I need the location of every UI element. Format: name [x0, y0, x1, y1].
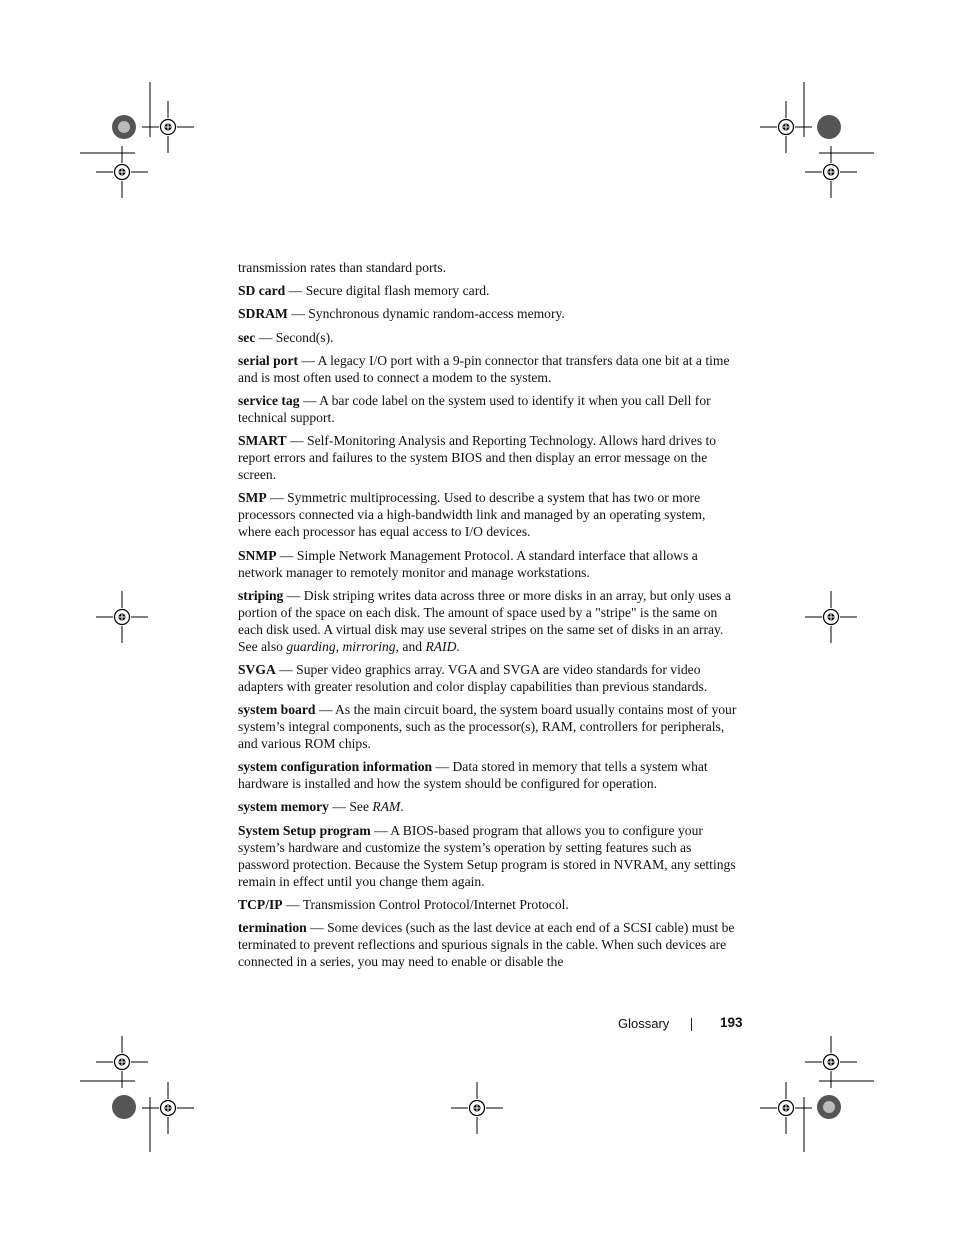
- definition-text: ,: [335, 638, 343, 654]
- glossary-entry: [238, 919, 738, 970]
- glossary-entry: [238, 587, 738, 655]
- glossary-term: SVGA: [238, 661, 276, 677]
- definition-text: — A BIOS-based program that allows you to configure your system’s hardware and customize the system’s operation by setting features such as password protection. Because the System Setup program is stored in NVRAM, any settings remain in effect until you change them again.: [238, 822, 736, 889]
- glossary-entry: [238, 392, 738, 426]
- definition-text: — See: [328, 799, 373, 815]
- glossary-entry: [238, 758, 738, 792]
- star-target-mark: [817, 115, 841, 139]
- glossary-entry: [238, 329, 738, 346]
- glossary-term: SMP: [238, 490, 267, 506]
- glossary-term: System Setup program: [238, 822, 371, 838]
- glossary-entry: [238, 896, 738, 913]
- definition-text: — Secure digital flash memory card.: [285, 283, 490, 299]
- cross-reference: guarding: [286, 638, 336, 654]
- definition-text: — Super video graphics array. VGA and SVGA are video standards for video adapters with greater resolution and color display capabilities than previous standards.: [238, 661, 708, 694]
- definition-text: — Data stored in memory that tells a system what hardware is installed and how the system should be configured for operation.: [238, 759, 708, 792]
- definition-text: — Synchronous dynamic random-access memory.: [287, 306, 565, 322]
- definition-text: — A bar code label on the system used to identify it when you call Dell for technical support.: [238, 392, 711, 425]
- registration-cross: [451, 1082, 503, 1134]
- definition-text: .: [400, 799, 404, 815]
- footer-separator: [691, 1018, 692, 1031]
- star-target-mark-center: [823, 1101, 835, 1113]
- cross-reference: mirroring: [342, 638, 396, 654]
- definition-text: — Transmission Control Protocol/Internet Protocol.: [282, 896, 569, 912]
- glossary-entry: [238, 282, 738, 299]
- glossary-term: SMART: [238, 433, 287, 449]
- registration-cross: [805, 591, 857, 643]
- glossary-entry: [238, 547, 738, 581]
- glossary-entry: [238, 661, 738, 695]
- definition-text: .: [456, 638, 460, 654]
- glossary-entry: [238, 432, 738, 483]
- page-number: 193: [720, 1015, 743, 1030]
- glossary-term: SD card: [238, 283, 286, 299]
- glossary-entries: [238, 259, 738, 976]
- definition-text: — Some devices (such as the last device at each end of a SCSI cable) must be terminated to prevent reflections and spurious signals in the cable. When such devices are connected in a series, you may need to enable or disable the: [238, 920, 735, 969]
- glossary-term: service tag: [238, 392, 300, 408]
- cross-reference: RAM: [372, 799, 401, 815]
- registration-cross: [805, 1036, 857, 1088]
- definition-text: — Simple Network Management Protocol. A standard interface that allows a network manager to remotely monitor and manage workstations.: [238, 547, 698, 580]
- footer-section-label: Glossary: [618, 1016, 670, 1031]
- page-footer: [590, 1015, 743, 1035]
- registration-cross: [96, 146, 148, 198]
- glossary-entry: [238, 305, 738, 322]
- glossary-entry: [238, 352, 738, 386]
- definition-text: transmission rates than standard ports.: [238, 260, 447, 275]
- glossary-term: system board: [238, 702, 316, 718]
- glossary-term: termination: [238, 920, 307, 935]
- registration-cross: [96, 1036, 148, 1088]
- registration-cross: [805, 146, 857, 198]
- cross-reference: RAID: [425, 638, 457, 654]
- glossary-entry: [238, 259, 738, 276]
- glossary-entry: [238, 822, 738, 890]
- glossary-term: TCP/IP: [238, 896, 283, 912]
- glossary-term: SDRAM: [238, 306, 288, 322]
- star-target-mark: [112, 1095, 136, 1119]
- glossary-entry: [238, 701, 738, 752]
- definition-text: — As the main circuit board, the system board usually contains most of your system’s integral components, such as the processor(s), RAM, controllers for peripherals, and various ROM chips.: [238, 702, 737, 752]
- glossary-term: system memory: [238, 799, 329, 815]
- glossary-entry: [238, 489, 738, 540]
- definition-text: — Symmetric multiprocessing. Used to describe a system that has two or more processors connected via a high-bandwidth link and managed by an operating system, where each processor has equal access to I/O devices.: [238, 490, 706, 540]
- registration-cross: [96, 591, 148, 643]
- glossary-entry: [238, 798, 738, 815]
- definition-text: — Second(s).: [255, 329, 334, 345]
- definition-text: — Self-Monitoring Analysis and Reporting Technology. Allows hard drives to report errors and failures to the system BIOS and then display an error message on the screen.: [238, 433, 717, 483]
- definition-text: — Disk striping writes data across three or more disks in an array, but only uses a portion of the space on each disk. The amount of space used by a "stripe" is the same on each disk used. A virtual disk may use several stripes on the same set of disks in an array. See also: [238, 587, 731, 654]
- glossary-term: system configuration information: [238, 759, 433, 775]
- glossary-term: SNMP: [238, 547, 277, 563]
- glossary-term: striping: [238, 587, 284, 603]
- star-target-mark-center: [118, 121, 130, 133]
- definition-text: , and: [395, 638, 426, 654]
- definition-text: — A legacy I/O port with a 9-pin connector that transfers data one bit at a time and is most often used to connect a modem to the system.: [238, 352, 730, 385]
- glossary-term: sec: [238, 329, 256, 345]
- glossary-term: serial port: [238, 352, 299, 368]
